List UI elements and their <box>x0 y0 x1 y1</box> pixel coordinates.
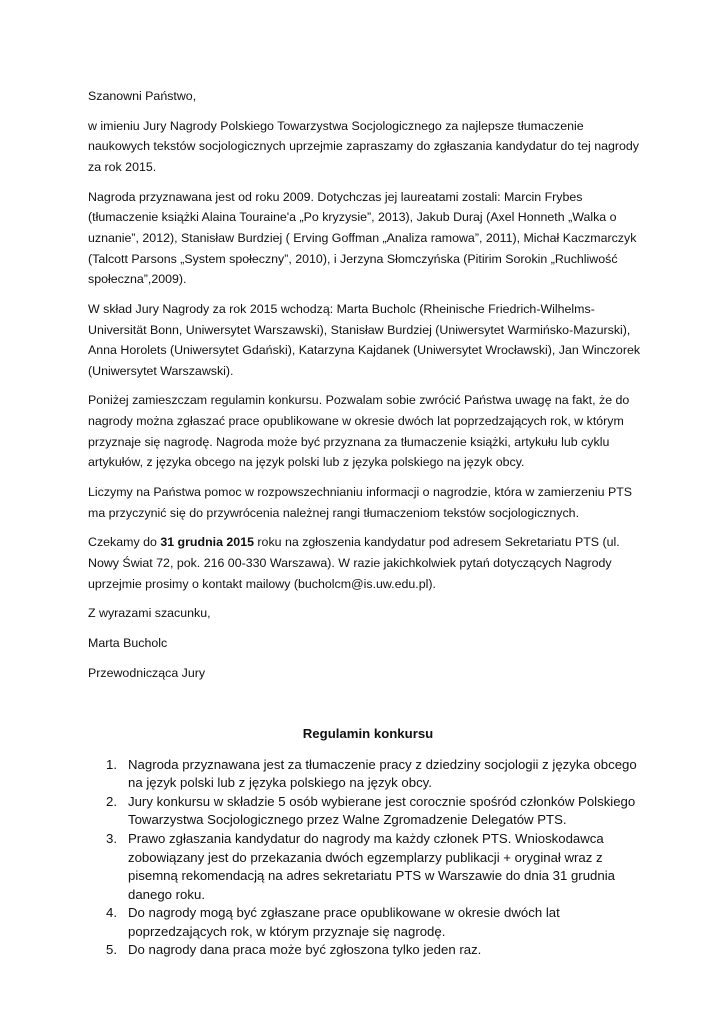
rule-number: 1. <box>106 756 117 772</box>
rule-text: Do nagrody dana praca może być zgłoszona tylko jeden raz. <box>128 942 482 958</box>
paragraph-laureates: Nagroda przyznawana jest od roku 2009. Dotychczas jej laureatami zostali: Marcin Frybes (tłumaczenie książki Alaina Touraine'a „Po kryzysie”, 2013), Jakub Duraj (Axel Honneth „Walka o uznanie”, 2012), Stanisław Burdziej ( Erving Goffman „Analiza ramowa”, 2011), Michał Kaczmarczyk (Talcott Parsons „System społeczny”, 2010), i Jerzyna Słomczyńska (Pitirim Sorokin „Ruchliwość społeczna”,2009). <box>88 189 637 287</box>
closing: Z wyrazami szacunku, <box>88 606 211 621</box>
paragraph-deadline <box>88 532 648 594</box>
rule-number: 3. <box>106 830 117 846</box>
signature-role: Przewodnicząca Jury <box>88 665 206 680</box>
document-page <box>88 86 648 960</box>
rule-text: Jury konkursu w składzie 5 osób wybierane jest corocznie spośród członków Polskiego Towarzystwa Socjologicznego przez Walne Zgromadzenie Delegatów PTS. <box>128 793 636 828</box>
rule-item <box>106 793 648 830</box>
rule-text: Do nagrody mogą być zgłaszane prace opublikowane w okresie dwóch lat poprzedzających rok, w którym przyznaje się nagrodę. <box>128 905 560 939</box>
rule-text: Nagroda przyznawana jest za tłumaczenie pracy z dziedziny socjologii z języka obcego na język polski lub z języka polskiego na język obcy. <box>128 756 637 791</box>
rule-number: 2. <box>106 793 117 809</box>
rule-number: 5. <box>106 942 117 958</box>
signature-name: Marta Bucholc <box>88 636 168 651</box>
rule-number: 4. <box>106 905 117 921</box>
paragraph-jury: W skład Jury Nagrody za rok 2015 wchodzą: Marta Bucholc (Rheinische Friedrich-Wilhelms-Universität Bonn, Uniwersytet Warszawski), Stanisław Burdziej (Uniwersytet Warmińsko-Mazurski), Anna Horolets (Uniwersytet Gdański), Katarzyna Kajdanek (Uniwersytet Wrocławski), Jan Winczorek (Uniwersytet Warszawski). <box>88 301 641 378</box>
deadline-text-after: roku na zgłoszenia kandydatur pod adresem Sekretariatu PTS (ul. Nowy Świat 72, pok. 216 00-330 Warszawa). W razie jakichkolwiek pytań dotyczących Nagrody uprzejmie prosimy o kontakt mailowy (bucholcm@is.uw.edu.pl). <box>88 535 620 591</box>
rule-text: Prawo zgłaszania kandydatur do nagrody ma każdy członek PTS. Wnioskodawca zobowiązany jest do przekazania dwóch egzemplarzy publikacji + oryginał wraz z pisemną rekomendacją na adres sekretariatu PTS w Warszawie do dnia 31 grudnia danego roku. <box>128 830 615 902</box>
rules-heading: Regulamin konkursu <box>302 725 434 741</box>
deadline-date: 31 grudnia 2015 <box>160 535 254 550</box>
rule-item <box>106 904 648 941</box>
paragraph-rules-intro: Poniżej zamieszczam regulamin konkursu. Pozwalam sobie zwrócić Państwa uwagę na fakt, że do nagrody można zgłaszać prace opublikowane w okresie dwóch lat poprzedzających rok, w którym przyznaje się nagrodę. Nagroda może być przyznana za tłumaczenie książki, artykułu lub cyklu artykułów, z języka obcego na język polski lub z języka polskiego na język obcy. <box>88 393 630 470</box>
paragraph-help: Liczymy na Państwa pomoc w rozpowszechnianiu informacji o nagrodzie, która w zamierzeniu PTS ma przyczynić się do przywrócenia należnej rangi tłumaczeniom tekstów socjologicznych. <box>88 485 633 520</box>
paragraph-invitation: w imieniu Jury Nagrody Polskiego Towarzystwa Socjologicznego za najlepsze tłumaczenie naukowych tekstów socjologicznych uprzejmie zapraszamy do zgłaszania kandydatur do tej nagrody za rok 2015. <box>88 118 639 174</box>
greeting: Szanowni Państwo, <box>88 89 197 103</box>
rule-item <box>106 941 648 960</box>
rule-item <box>106 756 648 793</box>
rule-item <box>106 830 648 904</box>
deadline-text-before: Czekamy do <box>88 535 161 550</box>
rules-list <box>88 756 648 961</box>
